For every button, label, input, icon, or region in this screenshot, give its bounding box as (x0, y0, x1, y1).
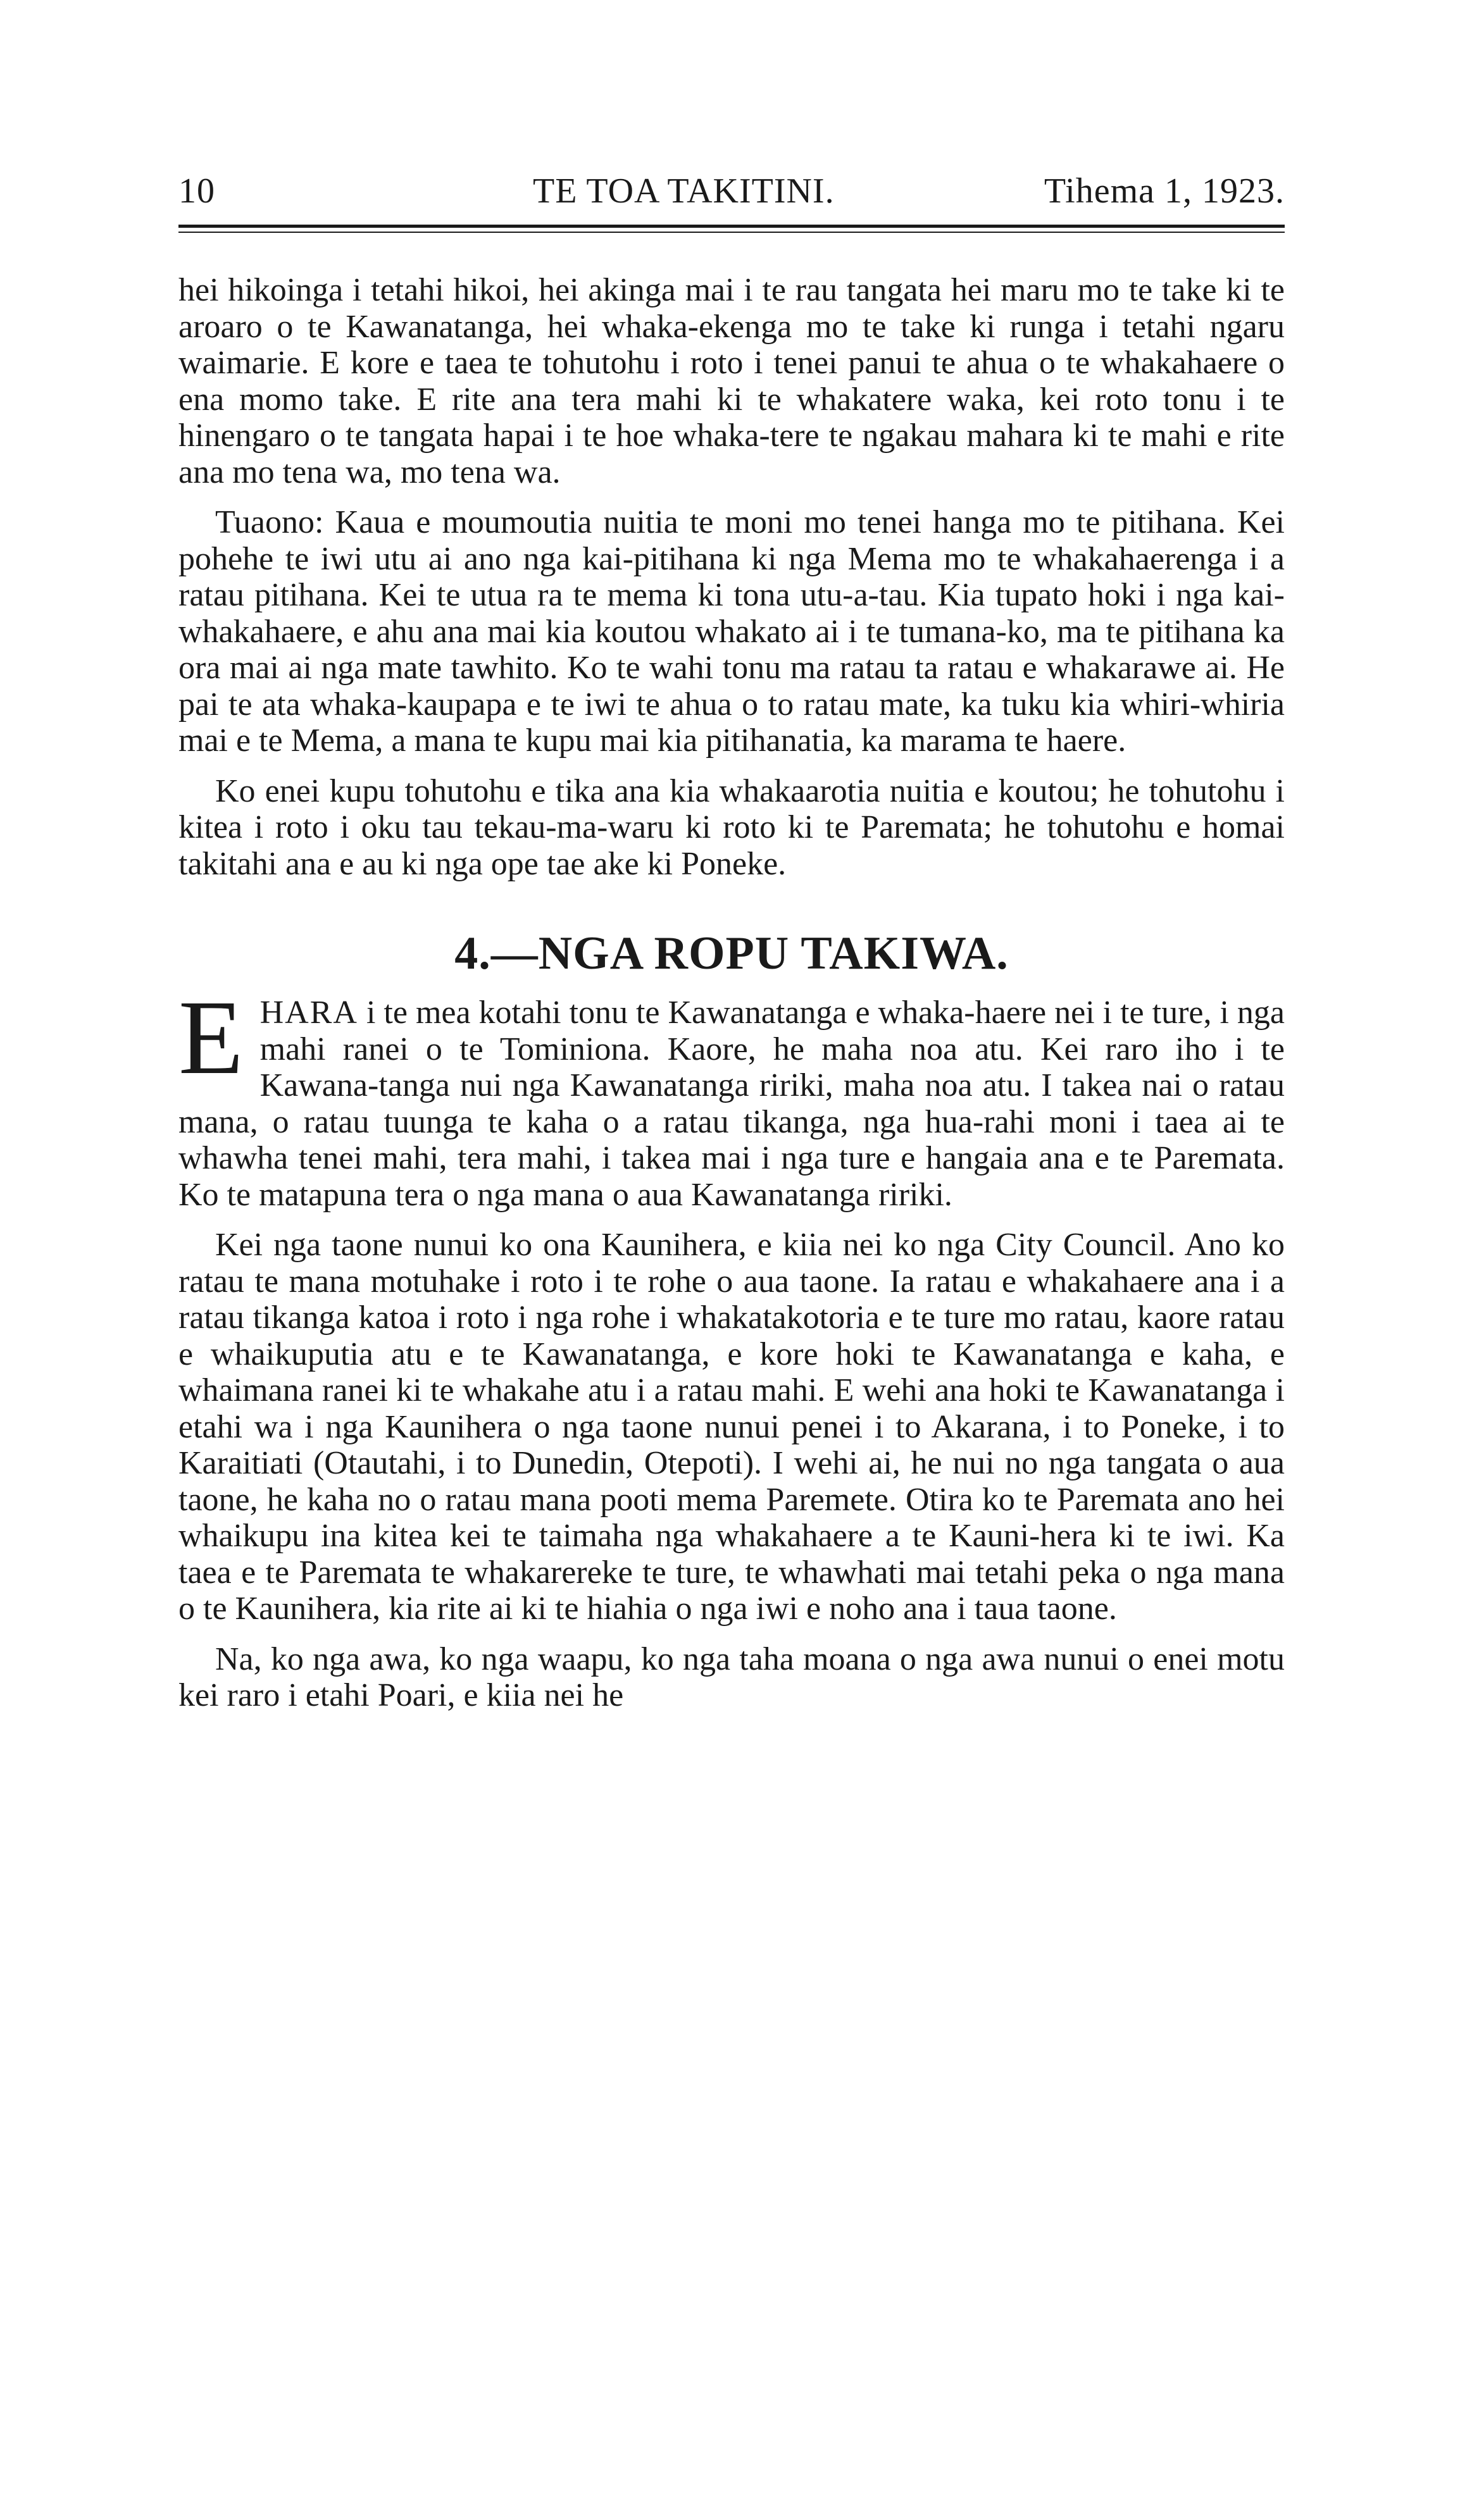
paragraph-tohutohu: Ko enei kupu tohutohu e tika ana kia whakaarotia nuitia e koutou; he tohutohu i kitea i roto i oku tau tekau-ma-waru ki roto ki te Paremata; he tohutohu e homai takitahi ana e au ki nga ope tae ake ki Poneke. (178, 773, 1285, 882)
paragraph-kaunihera: Kei nga taone nunui ko ona Kaunihera, e kiia nei ko nga City Council. Ano ko ratau te mana motuhake i roto i te rohe o aua taone. Ia ratau e whakahaere ana i a ratau tikanga katoa i roto i nga rohe i whakatakotoria e te ture mo ratau, kaore ratau e whaikuputia atu e te Kawanatanga, e kore hoki te Kawanatanga e kaha, e whaimana ranei ki te whakahe atu i a ratau mahi. E wehi ana hoki te Kawanatanga i etahi wa i nga Kaunihera o nga taone nunui penei i to Akarana, i to Poneke, i to Karaitiati (Otautahi, i to Dunedin, Otepoti). I wehi ai, he nui no nga tangata o aua taone, he kaha no o ratau mana pooti mema Paremete. Otira ko te Paremata ano hei whaikupu ina kitea kei te taimaha nga whakahaere a te Kauni-hera ki te iwi. Ka taea e te Paremata te whakarereke te ture, te whawhati mai tetahi peka o nga mana o te Kaunihera, kia rite ai ki te hiahia o nga iwi e noho ana i taua taone. (178, 1227, 1285, 1627)
drop-cap: E (178, 979, 244, 1096)
issue-date: Tihema 1, 1923. (1044, 171, 1285, 211)
header-rule-thick (178, 225, 1285, 228)
running-header (178, 171, 1285, 221)
first-paragraph-text: i te mea kotahi tonu te Kawanatanga e whaka-haere nei i te ture, i nga mahi ranei o te Tominiona. Kaore, he maha noa atu. Kei raro iho i te Kawana-tanga nui nga Kawanatanga ririki, maha noa atu. I takea nai o ratau mana, o ratau tuunga te kaha o a ratau tikanga, nga hua-rahi moni i taea ai te whawha tenei mahi, tera mahi, i takea mai i nga ture e hangaia ana e te Paremata. Ko te matapuna tera o nga mana o aua Kawanatanga ririki. (178, 995, 1285, 1213)
publication-title: TE TOA TAKITINI. (533, 171, 835, 211)
paragraph-poari: Na, ko nga awa, ko nga waapu, ko nga taha moana o nga awa nunui o enei motu kei raro i etahi Poari, e kiia nei he (178, 1641, 1285, 1713)
paragraph-continued: hei hikoinga i tetahi hikoi, hei akinga mai i te rau tangata hei maru mo te take ki te aroaro o te Kawanatanga, hei whaka-ekenga mo te take ki runga i tetahi ngaru waimarie. E kore e taea te tohutohu i roto i tenei panui te ahua o te whakahaere o ena momo take. E rite ana tera mahi ki te whakatere waka, kei roto tonu i te hinengaro o te tangata hapai i te hoe whaka-tere te ngakau mahara ki te mahi e rite ana mo tena wa, mo tena wa. (178, 272, 1285, 490)
header-rule-thin (178, 232, 1285, 233)
article-body (178, 272, 1285, 1714)
lead-word: HARA (259, 995, 358, 1031)
paragraph-tuaono: Tuaono: Kaua e moumoutia nuitia te moni mo tenei hanga mo te pitihana. Kei pohehe te iwi utu ai ano nga kai-pitihana ki nga Mema mo te whakahaerenga i a ratau pitihana. Kei te utua ra te mema ki tona utu-a-tau. Kia tupato hoki i nga kai-whakahaere, e ahu ana mai kia koutou whakato ai i te tumana-ko, ma te pitihana ka ora mai ai nga mate tawhito. Ko te wahi tonu ma ratau ta ratau e whakarawe ai. He pai te ata whaka-kaupapa e te iwi te ahua o to ratau mate, ka tuku kia whiri-whiria mai e te Mema, a mana te kupu mai kia pitihanatia, ka marama te haere. (178, 504, 1285, 759)
section-heading: 4.—NGA ROPU TAKIWA. (454, 928, 1009, 979)
section-first-paragraph (178, 979, 1285, 1213)
page-number: 10 (178, 171, 215, 211)
